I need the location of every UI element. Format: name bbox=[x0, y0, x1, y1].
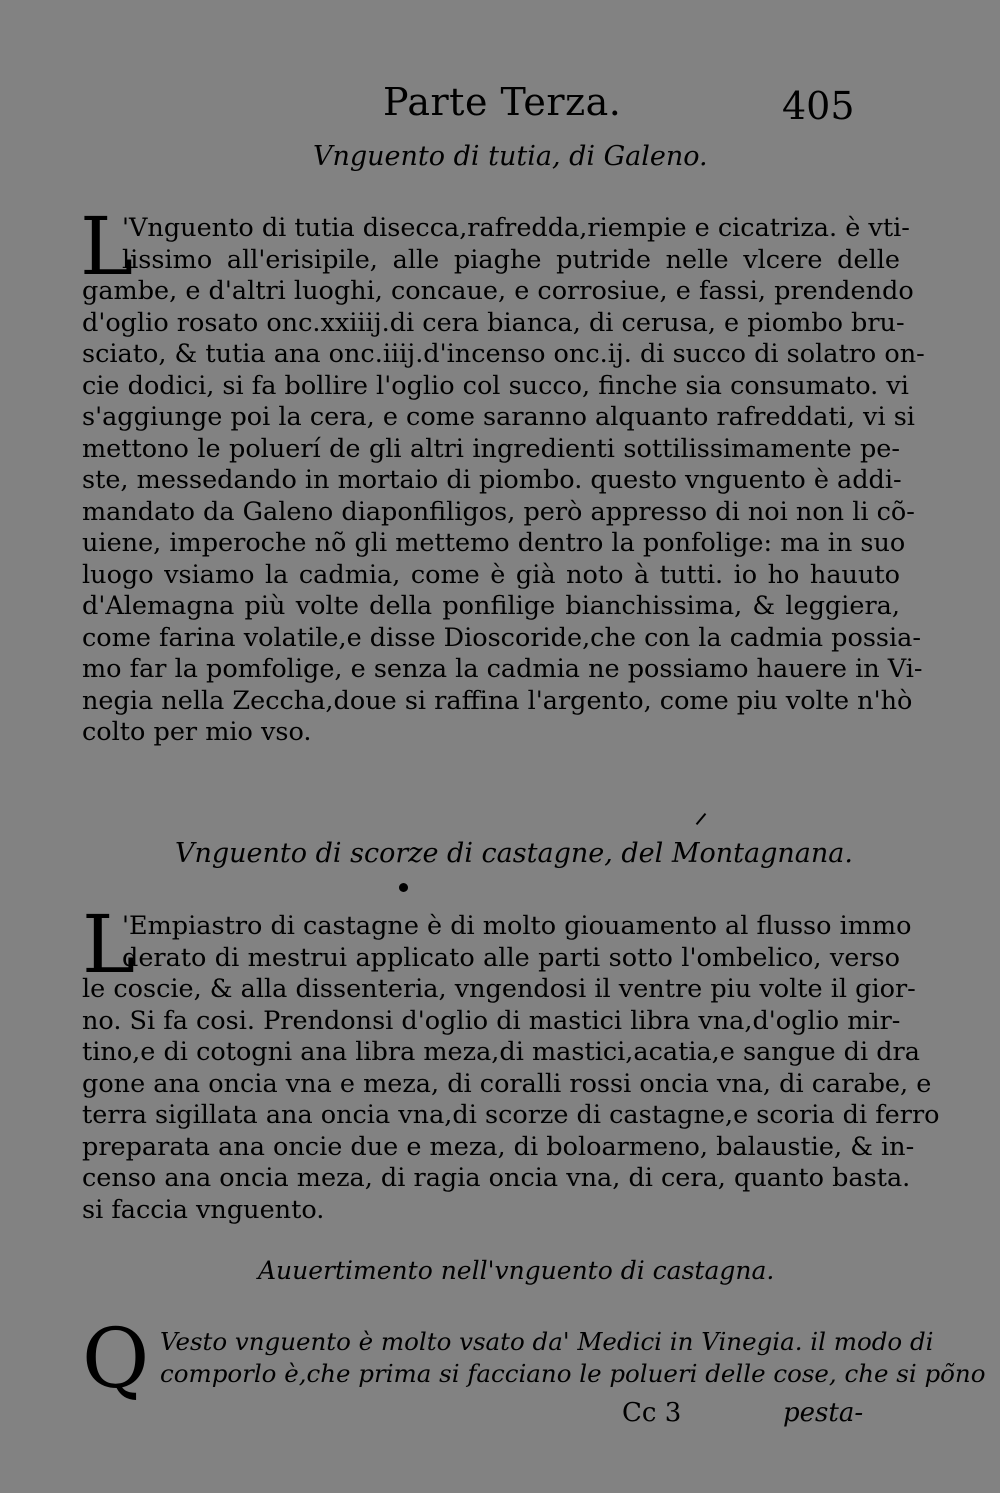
text-line: gone ana oncia vna e meza, di coralli rossi oncia vna, di carabe, e bbox=[82, 1068, 932, 1099]
running-head: Parte Terza. bbox=[383, 80, 622, 124]
paragraph-castagne bbox=[82, 911, 940, 1226]
text-line: censo ana oncia meza, di ragia oncia vna, di cera, quanto basta. bbox=[82, 1163, 911, 1193]
text-line: cie dodici, si fa bollire l'oglio col succo, finche sia consumato. vi bbox=[82, 370, 909, 401]
section-heading-auuertimento: Auuertimento nell'vnguento di castagna. bbox=[258, 1256, 775, 1285]
drop-cap-l: L bbox=[80, 200, 134, 293]
ink-dot bbox=[399, 883, 408, 892]
page-number: 405 bbox=[782, 84, 855, 128]
paragraph-auuertimento bbox=[160, 1326, 986, 1390]
text-line: colto per mio vso. bbox=[82, 717, 312, 747]
text-line: Vesto vnguento è molto vsato da' Medici in Vinegia. il modo di bbox=[160, 1327, 934, 1356]
drop-cap-l: L bbox=[82, 898, 136, 991]
drop-cap-q: Q bbox=[82, 1312, 150, 1407]
text-line: come farina volatile,e disse Dioscoride,che con la cadmia possia- bbox=[82, 622, 921, 653]
text-line: ste, messedando in mortaio di piombo. questo vnguento è addi- bbox=[82, 465, 902, 495]
text-line: negia nella Zeccha,doue si raffina l'argento, come piu volte n'hò bbox=[82, 685, 913, 716]
text-line: 'Vnguento di tutia disecca,rafredda,riempie e cicatriza. è vti- bbox=[122, 213, 910, 243]
section-heading-tutia: Vnguento di tutia, di Galeno. bbox=[313, 141, 708, 172]
text-line: no. Si fa cosi. Prendonsi d'oglio di mastici libra vna,d'oglio mir- bbox=[82, 1005, 901, 1036]
text-line: lissimo all'erisipile, alle piaghe putride nelle vlcere delle bbox=[122, 244, 900, 275]
paragraph-tutia bbox=[82, 213, 925, 749]
text-line: 'Empiastro di castagne è di molto giouamento al flusso immo bbox=[122, 911, 912, 941]
text-line: le coscie, & alla dissenteria, vngendosi il ventre piu volte il gior- bbox=[82, 974, 916, 1004]
ink-mark bbox=[696, 813, 707, 825]
text-line: d'Alemagna più volte della ponfilige bianchissima, & leggiera, bbox=[82, 591, 900, 621]
text-line: terra sigillata ana oncia vna,di scorze di castagne,e scoria di ferro bbox=[82, 1100, 940, 1130]
text-line: luogo vsiamo la cadmia, come è già noto à tutti. io ho hauuto bbox=[82, 559, 900, 590]
text-line: s'aggiunge poi la cera, e come saranno alquanto rafreddati, vi si bbox=[82, 402, 915, 432]
text-line: si faccia vnguento. bbox=[82, 1194, 325, 1225]
text-line: sciato, & tutia ana onc.iiij.d'incenso onc.ij. di succo di solatro on- bbox=[82, 339, 925, 369]
section-heading-castagne: Vnguento di scorze di castagne, del Montagnana. bbox=[175, 838, 853, 869]
signature-mark: Cc 3 bbox=[622, 1398, 682, 1428]
text-line: mandato da Galeno diaponfiligos, però appresso di noi non li cõ- bbox=[82, 496, 915, 527]
catchword: pesta- bbox=[783, 1398, 864, 1428]
text-line: mo far la pomfolige, e senza la cadmia ne possiamo hauere in Vi- bbox=[82, 654, 923, 684]
text-line: tino,e di cotogni ana libra meza,di mastici,acatia,e sangue di dra bbox=[82, 1037, 920, 1067]
text-line: derato di mestrui applicato alle parti sotto l'ombelico, verso bbox=[122, 942, 900, 973]
text-line: gambe, e d'altri luoghi, concaue, e corrosiue, e fassi, prendendo bbox=[82, 276, 914, 306]
text-line: preparata ana oncie due e meza, di boloarmeno, balaustie, & in- bbox=[82, 1131, 915, 1162]
text-line: mettono le poluerí de gli altri ingredienti sottilissimamente pe- bbox=[82, 433, 900, 464]
text-line: d'oglio rosato onc.xxiiij.di cera bianca, di cerusa, e piombo bru- bbox=[82, 307, 905, 338]
text-line: uiene, imperoche nõ gli mettemo dentro la ponfolige: ma in suo bbox=[82, 528, 906, 558]
text-line: comporlo è,che prima si facciano le polueri delle cose, che si põno bbox=[160, 1359, 986, 1388]
